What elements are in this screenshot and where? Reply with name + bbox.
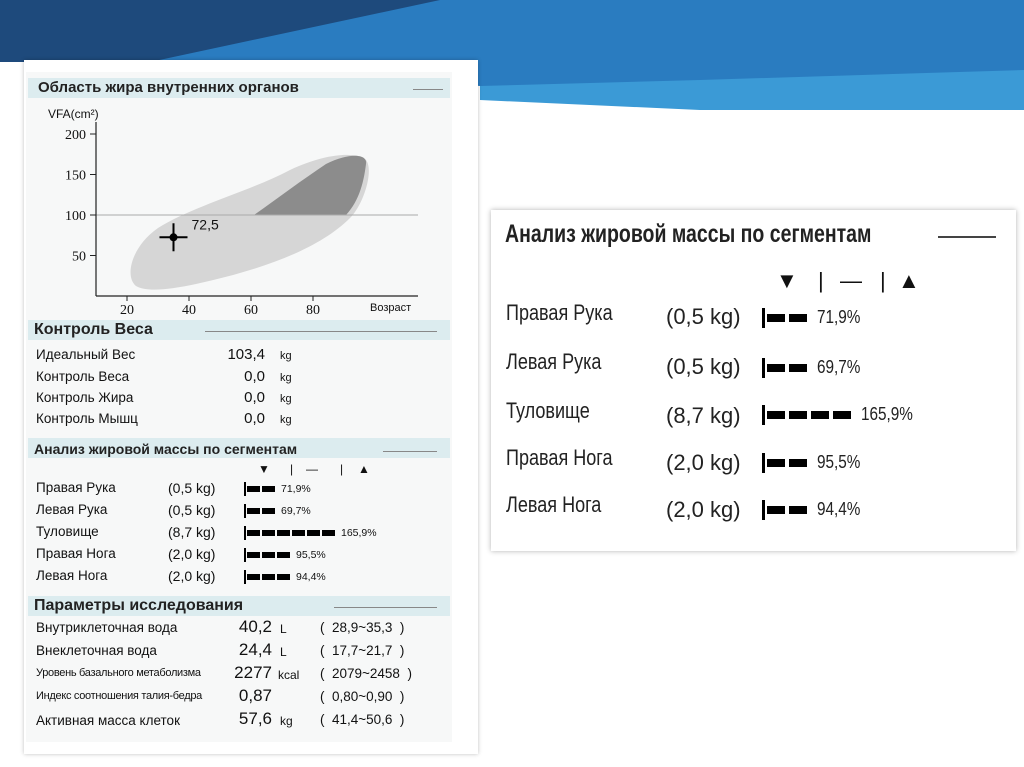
zoom-segment-title: Анализ жировой массы по сегментам (505, 220, 872, 248)
weight-row-unit: kg (280, 372, 292, 384)
bar-dash (262, 552, 275, 558)
weight-row-label: Контроль Веса (36, 369, 130, 384)
weight-row-value: 0,0 (244, 368, 265, 385)
weight-row-unit: kg (280, 350, 292, 362)
segment-label: Левая Рука (36, 502, 108, 517)
normal-dash-icon: — (306, 462, 318, 476)
param-unit: L (280, 645, 287, 659)
segment-section-rule (383, 451, 437, 452)
param-value: 40,2 (238, 617, 272, 636)
zoom-segment-label: Правая Нога (506, 445, 613, 470)
vfa-x-tick-label: 40 (182, 303, 196, 318)
zoom-segment-percent: 165,9% (861, 404, 913, 424)
vfa-y-tick-label: 100 (65, 209, 86, 224)
zoom-segment-kg: (0,5 kg) (666, 354, 741, 379)
bar-dash (307, 530, 320, 536)
weight-section-rule (205, 331, 437, 332)
bar-dash (767, 506, 785, 514)
zoom-segment-rule (938, 236, 996, 238)
weight-row-value: 103,4 (227, 346, 265, 363)
bar-start-tick (762, 308, 765, 328)
bar-dash (247, 530, 260, 536)
segment-kg: (2,0 kg) (168, 568, 216, 584)
bar-start-tick (244, 570, 246, 584)
zoom-segment-percent: 95,5% (817, 452, 861, 472)
vfa-y-tick-label: 200 (65, 128, 86, 143)
vfa-x-axis-label: Возраст (370, 302, 412, 314)
weight-row-unit: kg (280, 393, 292, 405)
weight-row-value: 0,0 (244, 410, 265, 427)
bar-dash (277, 530, 290, 536)
bar-start-tick (244, 548, 246, 562)
segment-percent: 165,9% (341, 527, 377, 539)
legend-separator: | (818, 268, 824, 293)
segment-label: Правая Нога (36, 546, 116, 561)
bar-start-tick (762, 500, 765, 520)
param-value: 0,87 (238, 686, 272, 705)
bar-dash (247, 486, 260, 492)
zoom-segment-label: Левая Рука (506, 349, 602, 374)
bar-dash (789, 411, 807, 419)
bar-start-tick (762, 453, 765, 473)
high-arrow-icon: ▲ (358, 462, 370, 476)
segment-label: Левая Нога (36, 568, 108, 583)
bar-start-tick (244, 526, 246, 540)
bar-dash (811, 411, 829, 419)
bar-start-tick (762, 358, 765, 378)
param-unit: kg (280, 714, 293, 728)
vfa-chart (28, 100, 450, 320)
param-range: ( 17,7~21,7 ) (320, 643, 405, 658)
bar-dash (247, 552, 260, 558)
vfa-y-tick-label: 150 (65, 168, 86, 184)
segment-kg: (0,5 kg) (168, 480, 216, 496)
param-label: Внеклеточная вода (36, 643, 157, 658)
zoom-segment-kg: (2,0 kg) (666, 497, 741, 522)
bar-dash (262, 486, 275, 492)
segment-percent: 95,5% (296, 549, 326, 561)
param-label: Индекс соотношения талия-бедра (36, 690, 202, 702)
vfa-y-tick-label: 50 (72, 249, 86, 265)
bar-dash (277, 574, 290, 580)
vfa-x-tick-label: 20 (120, 303, 134, 318)
segment-kg: (0,5 kg) (168, 502, 216, 518)
high-arrow-icon: ▲ (898, 268, 920, 293)
params-section-rule (334, 607, 437, 608)
bar-dash (789, 459, 807, 467)
bar-dash (247, 508, 260, 514)
param-range: ( 41,4~50,6 ) (320, 712, 405, 727)
low-arrow-icon: ▼ (258, 462, 270, 476)
zoom-segment-label: Правая Рука (506, 300, 613, 325)
weight-row-label: Контроль Мышц (36, 411, 138, 426)
zoom-segment-kg: (2,0 kg) (666, 450, 741, 475)
bar-dash (262, 508, 275, 514)
legend-separator: | (880, 268, 886, 293)
normal-dash-icon: — (840, 268, 862, 293)
bar-dash (262, 530, 275, 536)
bar-dash (789, 314, 807, 322)
vfa-point-label: 72,5 (191, 216, 219, 233)
param-range: ( 0,80~0,90 ) (320, 689, 405, 704)
bar-dash (767, 411, 785, 419)
zoom-segment-label: Туловище (506, 398, 590, 423)
vfa-section-title: Область жира внутренних органов (38, 79, 299, 96)
bar-dash (247, 574, 260, 580)
param-range: ( 28,9~35,3 ) (320, 620, 405, 635)
bar-dash (322, 530, 335, 536)
vfa-x-tick-label: 80 (306, 303, 320, 318)
zoom-segment-kg: (8,7 kg) (666, 403, 741, 428)
bar-dash (767, 459, 785, 467)
bar-dash (767, 364, 785, 372)
weight-section-title: Контроль Веса (34, 321, 153, 338)
vfa-section-rule (413, 89, 443, 90)
param-label: Уровень базального метаболизма (36, 667, 201, 679)
param-value: 57,6 (238, 709, 272, 728)
bar-dash (789, 506, 807, 514)
bar-start-tick (244, 504, 246, 518)
bar-dash (262, 574, 275, 580)
bar-dash (292, 530, 305, 536)
bar-dash (767, 314, 785, 322)
bar-dash (277, 552, 290, 558)
segment-label: Правая Рука (36, 480, 116, 495)
weight-row-label: Идеальный Вес (36, 347, 136, 362)
segment-kg: (2,0 kg) (168, 546, 216, 562)
legend-separator: | (290, 462, 294, 476)
param-unit: kcal (278, 668, 300, 682)
zoom-segment-percent: 69,7% (817, 357, 861, 377)
segment-percent: 71,9% (281, 483, 311, 495)
param-value: 2277 (234, 663, 272, 682)
bar-start-tick (762, 405, 765, 425)
segment-percent: 69,7% (281, 505, 311, 517)
zoom-segment-percent: 71,9% (817, 307, 861, 327)
bar-dash (833, 411, 851, 419)
bar-dash (789, 364, 807, 372)
param-range: ( 2079~2458 ) (320, 666, 412, 681)
segment-kg: (8,7 kg) (168, 524, 216, 540)
param-label: Внутриклеточная вода (36, 620, 178, 635)
params-section-title: Параметры исследования (34, 597, 244, 614)
weight-row-label: Контроль Жира (36, 390, 134, 405)
vfa-data-point (170, 233, 178, 241)
zoom-segment-percent: 94,4% (817, 499, 861, 519)
low-arrow-icon: ▼ (776, 268, 798, 293)
bar-start-tick (244, 482, 246, 496)
zoom-segment-kg: (0,5 kg) (666, 304, 741, 329)
segment-section-title: Анализ жировой массы по сегментам (34, 441, 298, 457)
segment-label: Туловище (36, 524, 99, 539)
legend-separator: | (340, 462, 344, 476)
segment-percent: 94,4% (296, 571, 326, 583)
vfa-y-unit-label: VFA(cm²) (48, 107, 99, 121)
weight-row-value: 0,0 (244, 389, 265, 406)
weight-row-unit: kg (280, 414, 292, 426)
param-label: Активная масса клеток (36, 713, 180, 728)
param-unit: L (280, 622, 287, 636)
vfa-x-tick-label: 60 (244, 303, 258, 318)
param-value: 24,4 (238, 640, 272, 659)
zoom-segment-label: Левая Нога (506, 492, 602, 517)
